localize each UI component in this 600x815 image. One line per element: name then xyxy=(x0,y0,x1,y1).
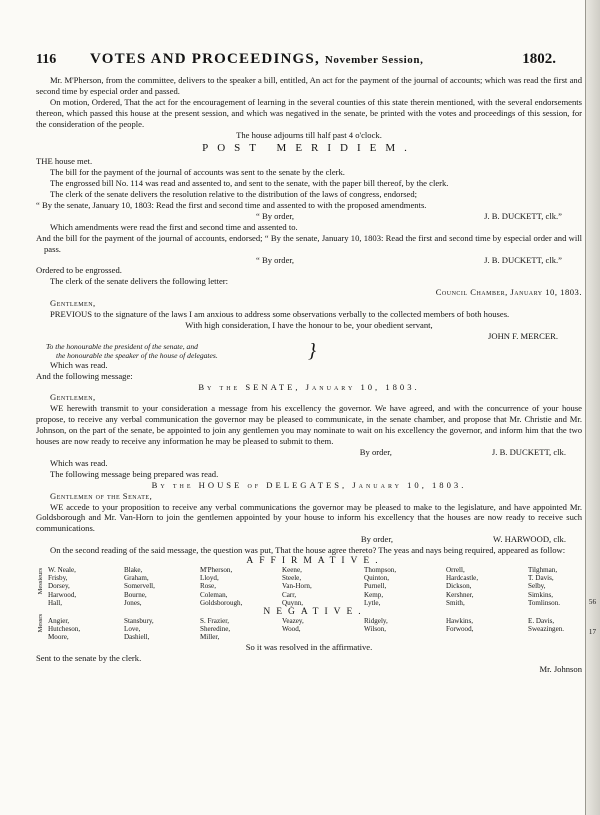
clerk-signature: J. B. DUCKETT, clk.” xyxy=(484,210,562,221)
member-name: Jones, xyxy=(124,598,142,607)
letter-closing: With high consideration, I have the honour to be, your obedient servant, xyxy=(185,319,433,330)
address-line: To the honourable the president of the senate, and xyxy=(46,341,198,351)
paragraph: THE house met. xyxy=(36,156,93,167)
member-name: Angier, xyxy=(48,617,70,626)
negative-heading: NEGATIVE. xyxy=(263,607,367,618)
vote-row xyxy=(48,617,582,625)
member-name xyxy=(446,633,528,641)
affirmative-rows xyxy=(48,566,582,607)
paragraph: The clerk of the senate delivers the resolution relative to the distribution of the laws of congress, endorsed; xyxy=(50,189,418,200)
member-name: Tilghman, xyxy=(528,566,558,575)
by-order: “ By order, xyxy=(256,254,295,265)
affirmative-heading: AFFIRMATIVE. xyxy=(246,556,384,567)
salutation: Gentlemen of the Senate, xyxy=(50,490,153,501)
member-name: Frisby, xyxy=(48,574,68,583)
member-name: Orrell, xyxy=(446,566,465,575)
signature-line xyxy=(36,534,582,545)
member-name: Dashiell, xyxy=(124,633,150,642)
member-name: Lytle, xyxy=(364,598,381,607)
member-name: Graham, xyxy=(124,574,149,583)
member-name: Love, xyxy=(124,625,141,634)
facing-page-edge xyxy=(585,0,600,815)
member-name: Rose, xyxy=(200,582,216,591)
member-name: Purnell, xyxy=(364,582,387,591)
signature-line xyxy=(36,211,582,222)
member-name: T. Davis, xyxy=(528,574,554,583)
member-name xyxy=(282,633,364,641)
affirmative-count: 56 xyxy=(588,598,596,607)
paragraph: Which amendments were read the first and second time and assented to. xyxy=(50,221,298,232)
member-name: Hardcastle, xyxy=(446,574,479,583)
member-name: Wilson, xyxy=(364,625,386,634)
vote-row xyxy=(48,599,582,607)
message-body: WE herewith transmit to your consideration a message from his excellency the governor. We have agreed, and with the concurrence of your house propose, to receive any verbal communication the governor may be pleased to communicate, in the senate chamber, and propose that Mr. Christie and Mr. Johnson, on the part of the senate, be appointed to join any gentlemen you may nominate to wait on his excellency the governor, and inform him that the two houses are now ready to receive any information he may be pleased to submit to them. xyxy=(36,403,582,447)
member-name: Bourne, xyxy=(124,590,147,599)
member-name: Selby, xyxy=(528,582,546,591)
member-name: Somervell, xyxy=(124,582,155,591)
by-order: By order, xyxy=(359,447,392,457)
vote-list xyxy=(37,556,596,642)
letter-body: PREVIOUS to the signature of the laws I am anxious to address some observations verbally to the collected members of both houses. xyxy=(50,309,510,320)
signature-line xyxy=(36,255,582,266)
member-name: M'Pherson, xyxy=(200,566,233,575)
member-name: Coleman, xyxy=(200,590,228,599)
paragraph: The following message being prepared was read. xyxy=(50,468,219,479)
member-name: Stansbury, xyxy=(124,617,154,626)
vote-row xyxy=(48,566,582,574)
negative-rows xyxy=(48,617,582,642)
by-order: By order, xyxy=(360,534,394,545)
brace-mark: } xyxy=(308,339,316,362)
letter-address xyxy=(36,339,346,362)
member-name: Sweazingen. xyxy=(528,625,565,634)
vote-row xyxy=(48,574,582,582)
paragraph: On the second reading of the said message, the question was put, That the house agree thereto? The yeas and nays being required, appeared as follow: xyxy=(50,545,566,556)
message-heading: By the HOUSE of DELEGATES, January 10, 1803. xyxy=(151,479,467,490)
member-name: Tomlinson. xyxy=(528,598,561,607)
adjourn-line: The house adjourns till half past 4 o'clock. xyxy=(236,129,382,140)
member-name: Kemp, xyxy=(364,590,384,599)
clerk-signature: W. HARWOOD, clk. xyxy=(493,534,566,545)
member-name xyxy=(364,633,446,641)
member-name: Hawkins, xyxy=(446,617,473,626)
letter-dateline: Council Chamber, January 10, 1803. xyxy=(435,287,582,298)
session-label: November Session, xyxy=(324,54,424,66)
paragraph: Which was read. xyxy=(50,457,108,468)
paragraph: And the bill for the payment of the journal of accounts, endorsed; “ By the senate, January 10, 1803: Read the first and second time by especial order and will pass. xyxy=(36,232,582,254)
paragraph: On motion, Ordered, That the act for the encouragement of learning in the several counties of this state therein mentioned, with the several endorsements thereon, which passed this house at the present session, and which was negatived in the senate, be printed with the votes and proceedings of this session, for the consideration of the people. xyxy=(36,96,582,129)
member-name: Keene, xyxy=(282,566,302,575)
member-name: Sheredine, xyxy=(200,625,231,634)
member-name: Blake, xyxy=(124,566,143,575)
member-name: Ridgely, xyxy=(364,617,388,626)
negative-side-label: Messrs xyxy=(37,614,44,633)
vote-row xyxy=(48,625,582,633)
member-name xyxy=(528,633,598,641)
vote-row xyxy=(48,591,582,599)
member-name: Thompson, xyxy=(364,566,397,575)
signature-line xyxy=(36,447,582,458)
member-name: S. Frazier, xyxy=(200,617,230,626)
negative-count: 17 xyxy=(588,628,596,637)
member-name: E. Davis, xyxy=(528,617,555,626)
paragraph: The bill for the payment of the journal of accounts was sent to the senate by the clerk. xyxy=(50,167,345,178)
member-name: Steele, xyxy=(282,574,302,583)
member-name: Hutcheson, xyxy=(48,625,81,634)
running-title xyxy=(90,51,424,67)
member-name: Smith, xyxy=(446,598,465,607)
catchword: Mr. Johnson xyxy=(539,663,582,674)
member-name: Moore, xyxy=(48,633,69,642)
message-heading: By the SENATE, January 10, 1803. xyxy=(198,381,420,392)
vote-row xyxy=(48,582,582,590)
paragraph: Sent to the senate by the clerk. xyxy=(36,652,142,663)
member-name: Dorsey, xyxy=(48,582,70,591)
paragraph: The engrossed bill No. 114 was read and assented to, and sent to the senate, with the paper bill thereof, by the clerk. xyxy=(50,178,449,189)
member-name: Kershner, xyxy=(446,590,474,599)
member-name: Hall, xyxy=(48,598,62,607)
member-name: Dickson, xyxy=(446,582,472,591)
member-name: Wood, xyxy=(282,625,301,634)
member-name: Harwood, xyxy=(48,590,77,599)
member-name: Simkins, xyxy=(528,590,554,599)
paragraph: The clerk of the senate delivers the following letter: xyxy=(50,276,229,287)
running-header xyxy=(36,51,556,71)
member-name: Goldsborough, xyxy=(200,598,243,607)
paragraph: And the following message: xyxy=(36,370,133,381)
vote-row xyxy=(48,633,582,641)
paragraph: Ordered to be engrossed. xyxy=(36,265,122,276)
page-number: 116 xyxy=(36,52,57,67)
quoted-endorsement: “ By the senate, January 10, 1803: Read the first and second time and assented to with the proposed amendments. xyxy=(36,199,427,210)
member-name: Carr, xyxy=(282,590,297,599)
governor-signature: JOHN F. MERCER. xyxy=(488,330,558,341)
member-name: Van-Horn, xyxy=(282,582,312,591)
message-body: WE accede to your proposition to receive any verbal communications the governor may be pleased to make to the legislature, and have appointed Mr. Goldsborough and Mr. Van-Horn to join the gentlemen appointed by your house to inform his excellency that the houses are now ready to receive such communications. xyxy=(36,501,582,534)
section-heading: POST MERIDIEM. xyxy=(202,142,416,155)
member-name: Quynn, xyxy=(282,598,304,607)
member-name: Quinton, xyxy=(364,574,390,583)
member-name: Veazey, xyxy=(282,617,304,626)
by-order: “ By order, xyxy=(256,210,295,221)
address-line: the honourable the speaker of the house of delegates. xyxy=(56,350,218,360)
clerk-signature: J. B. DUCKETT, clk.” xyxy=(484,254,562,265)
member-name: Miller, xyxy=(200,633,220,642)
header-year: 1802. xyxy=(522,51,556,67)
salutation: Gentlemen, xyxy=(50,298,96,309)
salutation: Gentlemen, xyxy=(50,392,96,403)
running-title-text: VOTES AND PROCEEDINGS, xyxy=(90,51,320,67)
member-name: Forwood, xyxy=(446,625,474,634)
member-name: W. Neale, xyxy=(48,566,76,575)
document-body xyxy=(36,75,596,674)
clerk-signature: J. B. DUCKETT, clk. xyxy=(491,447,566,457)
member-name: Lloyd, xyxy=(200,574,219,583)
paragraph: Which was read. xyxy=(50,359,108,370)
paragraph: Mr. M'Pherson, from the committee, delivers to the speaker a bill, entitled, An act for the payment of the journal of accounts; which was read the first and second time by especial order and passed. xyxy=(36,75,582,96)
affirmative-side-label: Messieurs xyxy=(37,568,44,595)
resolution-line: So it was resolved in the affirmative. xyxy=(245,641,373,652)
